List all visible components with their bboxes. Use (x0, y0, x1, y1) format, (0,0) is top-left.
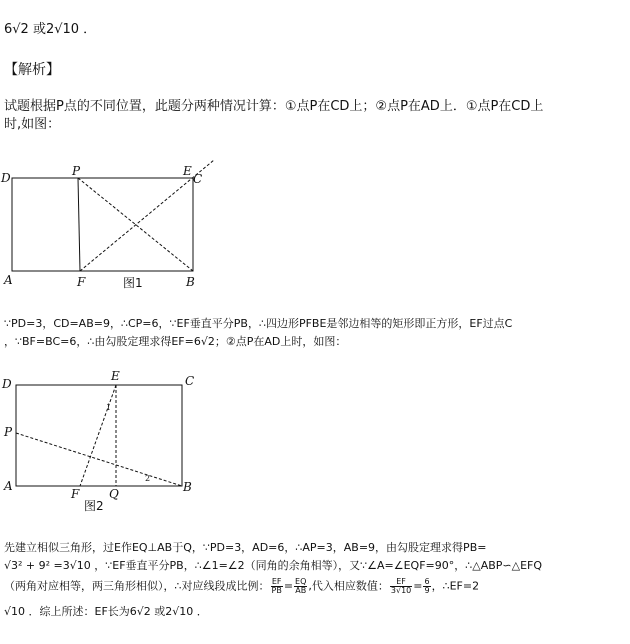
equals-sign: = (413, 579, 423, 593)
case1-line-2 (4, 334, 346, 350)
label-f: F (71, 487, 80, 501)
fraction-numerator: EF (390, 578, 412, 587)
label-d: D (2, 377, 12, 391)
case2-line-1: 先建立相似三角形，过E作EQ⊥AB于Q，∵PD=3，AD=6，∴AP=3，AB=9，由勾股定理求得PB= (4, 541, 487, 554)
case2-line-4: √10 ．综上所述：EF长为6√2 或2√10 ． (4, 605, 208, 618)
fraction-ef-3root10 (390, 578, 412, 595)
case2-line-3 (4, 578, 479, 595)
segment-pf (78, 178, 80, 271)
fraction-denominator: 3√10 (390, 586, 412, 595)
fraction-denominator: 9 (424, 586, 430, 595)
rectangle-abcd (12, 178, 193, 271)
label-p: P (72, 164, 81, 178)
label-angle-2: 2 (145, 474, 151, 483)
label-e: E (183, 164, 192, 178)
analysis-heading: 【解析】 (4, 62, 60, 78)
label-a: A (4, 273, 13, 287)
fraction-numerator: EQ (295, 577, 307, 586)
label-angle-1: 1 (106, 403, 112, 412)
fraction-denominator: AB (295, 586, 307, 595)
label-b: B (186, 275, 195, 289)
label-q: Q (109, 487, 119, 501)
figure-1-diagram (0, 160, 230, 295)
equals-sign: = (283, 579, 294, 593)
fraction-denominator: PB (271, 586, 282, 595)
label-d: D (1, 171, 11, 185)
intro-line-1: 试题根据P点的不同位置，此题分两种情况计算：①点P在CD上；②点P在AD上．①点P在CD上 (4, 99, 544, 114)
label-c: C (185, 374, 195, 388)
label-p: P (4, 425, 13, 439)
figure-2-caption: 图2 (84, 499, 104, 513)
segment-pb (16, 433, 182, 486)
fraction-numerator: 6 (424, 577, 430, 586)
rectangle-abcd (16, 385, 182, 486)
case2-line-2: √3² + 9² =3√10 ，∵EF垂直平分PB，∴∠1=∠2（同角的余角相等），又∵∠A=∠EQF=90°，∴△ABP∽△EFQ (4, 559, 543, 572)
fraction-numerator: EF (271, 577, 282, 586)
case2-line-3b: ,代入相应数值： (308, 579, 389, 593)
fraction-eq-ab (294, 578, 307, 595)
case2-line-3a: （两角对应相等，两三角形相似），∴对应线段成比例： (4, 579, 270, 593)
fraction-6-9 (423, 578, 430, 595)
intro-line-2: 时,如图： (4, 117, 61, 132)
case1-line-1: ∵PD=3，CD=AB=9，∴CP=6，∵EF垂直平分PB，∴四边形PFBE是邻边相等的矩形即正方形，EF过点C (4, 317, 513, 330)
label-a: A (4, 479, 13, 493)
answer-line (4, 22, 96, 38)
answer-text: 6√2 或2√10 ． (4, 22, 97, 37)
label-b: B (183, 480, 192, 494)
label-f: F (77, 275, 86, 289)
case1-line-2b: ；②点P在AD上时，如图： (214, 335, 347, 348)
case2-line-3c: ，∴EF=2 (431, 579, 480, 593)
label-c: C (193, 172, 203, 186)
segment-ef (80, 385, 116, 486)
figure-1-caption: 图1 (123, 276, 143, 290)
label-e: E (111, 369, 120, 383)
figure-2-diagram (0, 366, 230, 516)
case1-line-2a: ，∵BF=BC=6，∴由勾股定理求得EF=6√2 (4, 335, 215, 348)
fraction-ef-pb (271, 578, 283, 595)
